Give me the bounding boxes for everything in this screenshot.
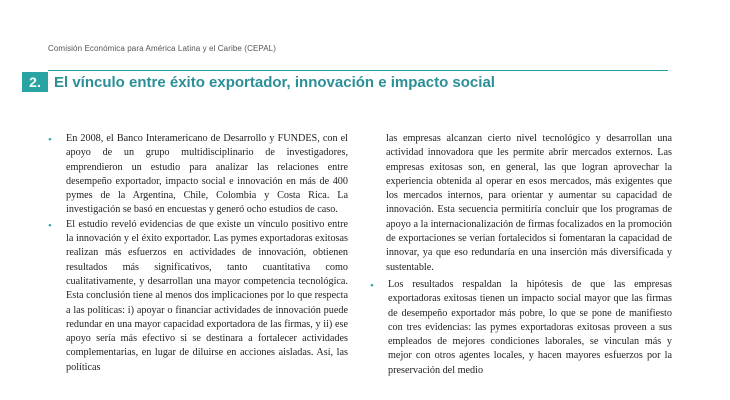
section-title: El vínculo entre éxito exportador, innovación e impacto social xyxy=(54,73,495,91)
section-heading xyxy=(22,72,495,92)
paragraph-text: Los resultados respaldan la hipótesis de que las empresas exportadoras exitosas tienen un impacto social mayor que las firmas de desempeño exportador más pobre, lo que se pone de manifiesto con tres evidencias: las pymes exportadoras exitosas proveen a sus empleados de mejores condiciones laborales, se vinculan más y mejor con otros agentes locales, y hacen mayores esfuerzos por la preservación del medio xyxy=(388,278,672,376)
bullet-icon: • xyxy=(48,219,52,232)
paragraph-continuation xyxy=(370,132,672,275)
paragraph-2 xyxy=(48,218,348,375)
paragraph-text: El estudio reveló evidencias de que existe un vínculo positivo entre la innovación y el éxito exportador. Las pymes exportadoras exitosas realizan más esfuerzos en actividades de innovación, obtienen resultados más significativos, tanto cuantitativa como cualitativamente, y desarrollan una mayor competencia tecnológica. Esta conclusión tiene al menos dos implicaciones por lo que respecta a las políticas: i) apoyar o financiar actividades de innovación puede redundar en una mayor capacidad exportadora de las firmas, y ii) ese apoyo sería más efectivo si se destinara a fortalecer actividades complementarias, en lugar de diluirse en acciones aisladas. Así, las políticas xyxy=(66,218,348,373)
header-divider xyxy=(48,70,668,71)
document-header: Comisión Económica para América Latina y el Caribe (CEPAL) xyxy=(48,44,276,53)
bullet-icon: • xyxy=(370,279,374,292)
right-column xyxy=(370,132,672,378)
paragraph-3 xyxy=(370,278,672,378)
bullet-icon: • xyxy=(48,134,52,146)
paragraph-text: En 2008, el Banco Interamericano de Desarrollo y FUNDES, con el apoyo de un grupo multidisciplinario de investigadores, emprendieron un estudio para analizar las relaciones entre desempeño exportador, impacto social e innovación en más de 400 pymes de la Argentina, Chile, Colombia y Costa Rica. La investigación se basó en encuestas y generó ocho estudios de caso. xyxy=(66,133,348,216)
paragraph-1 xyxy=(48,132,348,218)
paragraph-text: las empresas alcanzan cierto nivel tecnológico y desarrollan una actividad innovadora que les permite abrir mercados externos. Las empresas exitosas son, en general, las que logran aprovechar la experiencia obtenida al operar en esos mercados, más exigentes que los mercados internos, para orientar y aumentar su capacidad de innovación. Esta secuencia permitiría concluir que los programas de apoyo a la internacionalización de firmas focalizados en la promoción de exportaciones se verían fortalecidos si fomentaran la capacidad de innovar, ya que eso redundaría en una inserción más diversificada y sustentable. xyxy=(386,133,672,273)
section-number: 2. xyxy=(22,72,48,92)
left-column xyxy=(48,132,348,375)
